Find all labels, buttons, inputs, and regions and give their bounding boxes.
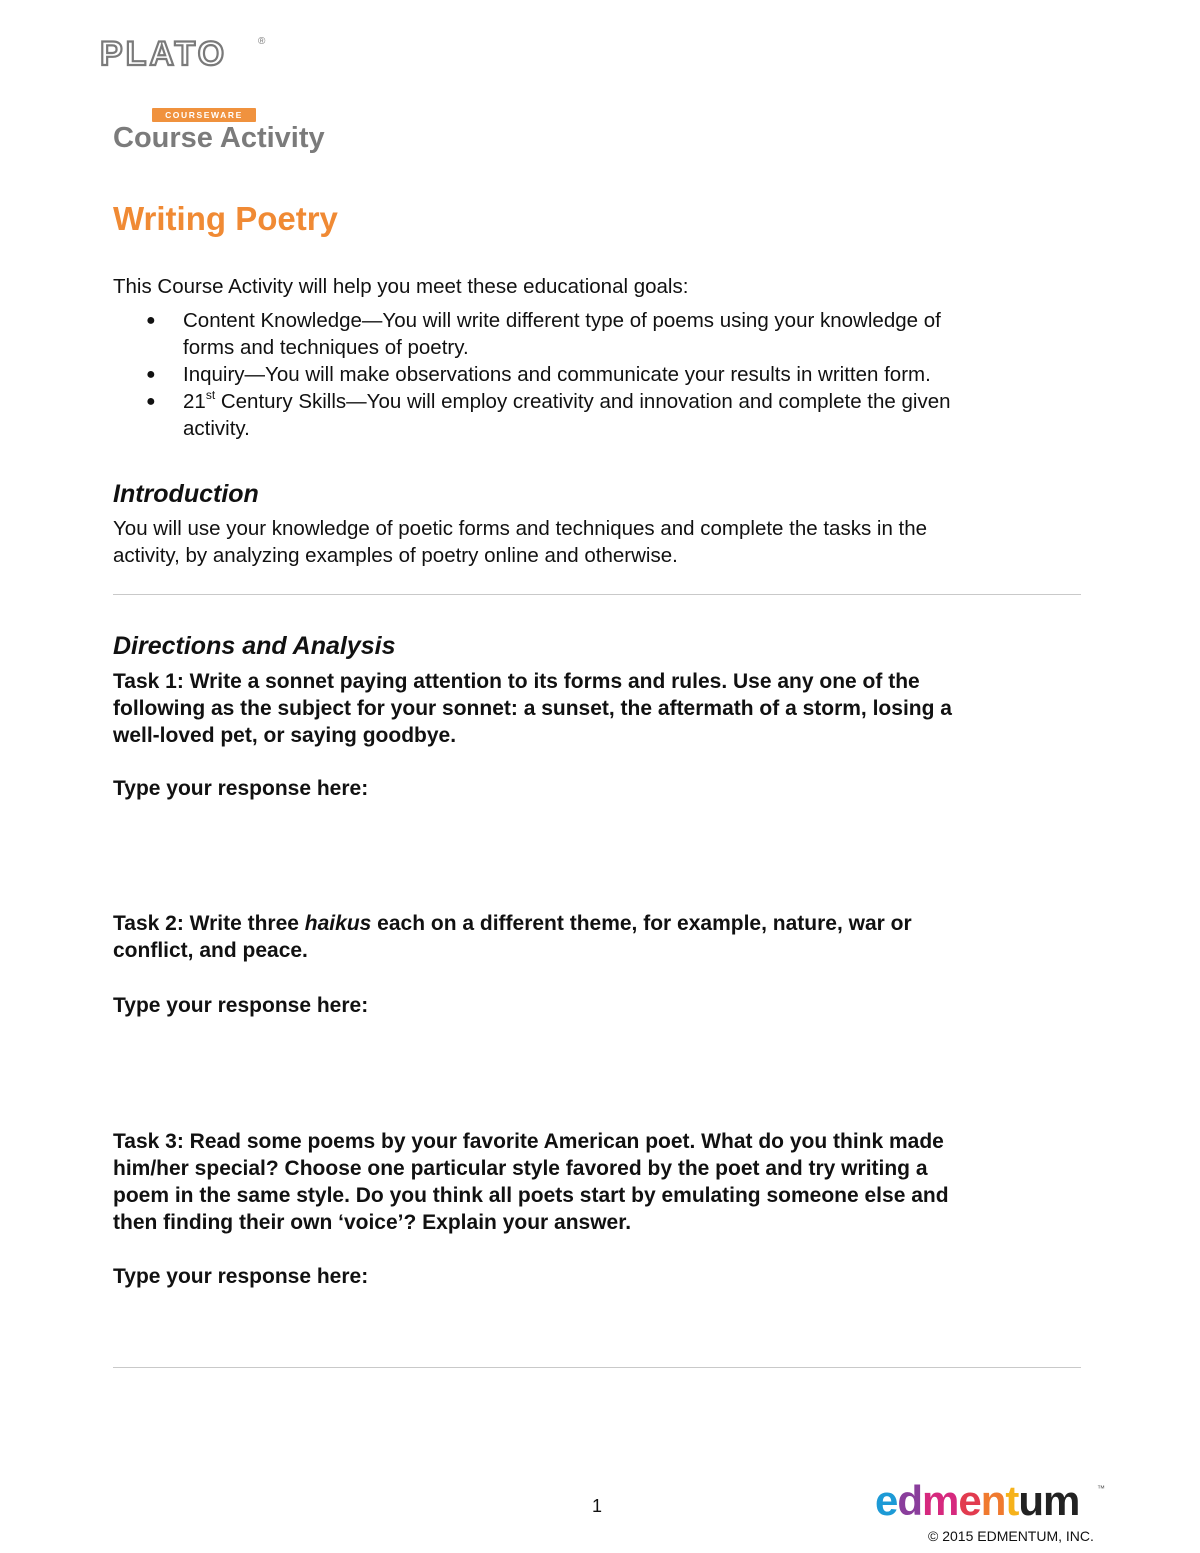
introduction-line: You will use your knowledge of poetic forms and techniques and complete the tasks in the <box>113 517 928 540</box>
logo-letter: e <box>875 1477 898 1524</box>
list-item <box>113 307 1093 361</box>
page-number: 1 <box>592 1496 603 1516</box>
directions-heading: Directions and Analysis <box>113 632 396 660</box>
goal-superscript: st <box>205 388 216 402</box>
trademark-mark: ™ <box>1097 1484 1105 1493</box>
task-line: poem in the same style. Do you think all poets start by emulating someone else and <box>113 1184 949 1207</box>
task-line: Task 3: Read some poems by your favorite American poet. What do you think made <box>113 1130 944 1153</box>
course-activity-label: Course Activity <box>113 122 325 154</box>
introduction-text <box>113 515 1093 569</box>
goal-line: forms and techniques of poetry. <box>183 336 469 359</box>
logo-letter: t <box>1005 1477 1019 1524</box>
introduction-line: activity, by analyzing examples of poetry online and otherwise. <box>113 544 678 567</box>
logo-letter: u <box>1018 1477 1044 1524</box>
task-2-response-field[interactable]: Type your response here: <box>113 994 369 1017</box>
logo-wordmark: PLATO <box>100 35 228 73</box>
page-title: Writing Poetry <box>113 200 338 237</box>
plato-courseware-logo <box>100 35 270 120</box>
task-line: Task 1: Write a sonnet paying attention to its forms and rules. Use any one of the <box>113 670 920 693</box>
edmentum-logo <box>875 1476 1079 1526</box>
bullet-icon: ● <box>146 312 156 329</box>
logo-tagline: COURSEWARE <box>165 110 243 120</box>
goal-line: activity. <box>183 417 250 440</box>
task-line: following as the subject for your sonnet: a sunset, the aftermath of a storm, losing a <box>113 697 952 720</box>
bullet-icon: ● <box>146 366 156 383</box>
task-text: Task 2: Write three <box>113 912 305 935</box>
list-item <box>113 388 1093 442</box>
task-2-prompt <box>113 910 1093 964</box>
bullet-icon: ● <box>146 393 156 410</box>
logo-registered-mark: ® <box>258 36 266 47</box>
goals-list <box>113 307 1093 442</box>
logo-letter: n <box>980 1477 1006 1524</box>
task-3-prompt <box>113 1128 1093 1236</box>
logo-letter: m <box>922 1477 959 1524</box>
task-text: each on a different theme, for example, nature, war or <box>371 912 912 935</box>
goals-intro: This Course Activity will help you meet these educational goals: <box>113 275 689 298</box>
task-1-prompt <box>113 668 1093 749</box>
introduction-heading: Introduction <box>113 480 259 508</box>
goal-line: Content Knowledge—You will write different type of poems using your knowledge of <box>183 309 941 332</box>
task-1-response-field[interactable]: Type your response here: <box>113 777 369 800</box>
goal-line: Inquiry—You will make observations and communicate your results in written form. <box>183 363 931 386</box>
task-line: well-loved pet, or saying goodbye. <box>113 724 457 747</box>
task-line <box>113 910 1093 937</box>
task-line: then finding their own ‘voice’? Explain your answer. <box>113 1211 632 1234</box>
list-item <box>113 361 1093 388</box>
goal-prefix: 21 <box>183 390 206 413</box>
copyright-notice: © 2015 EDMENTUM, INC. <box>928 1528 1094 1544</box>
task-3-response-field[interactable]: Type your response here: <box>113 1265 369 1288</box>
task-line: him/her special? Choose one particular style favored by the poet and try writing a <box>113 1157 928 1180</box>
logo-letter: m <box>1043 1477 1080 1524</box>
goal-line <box>183 388 1093 415</box>
section-divider <box>113 594 1081 595</box>
task-emphasis: haikus <box>304 912 372 935</box>
section-divider <box>113 1367 1081 1368</box>
goal-text: Century Skills—You will employ creativity and innovation and complete the given <box>215 390 951 413</box>
logo-letter: d <box>897 1477 923 1524</box>
logo-letter: e <box>958 1477 981 1524</box>
task-line: conflict, and peace. <box>113 939 308 962</box>
